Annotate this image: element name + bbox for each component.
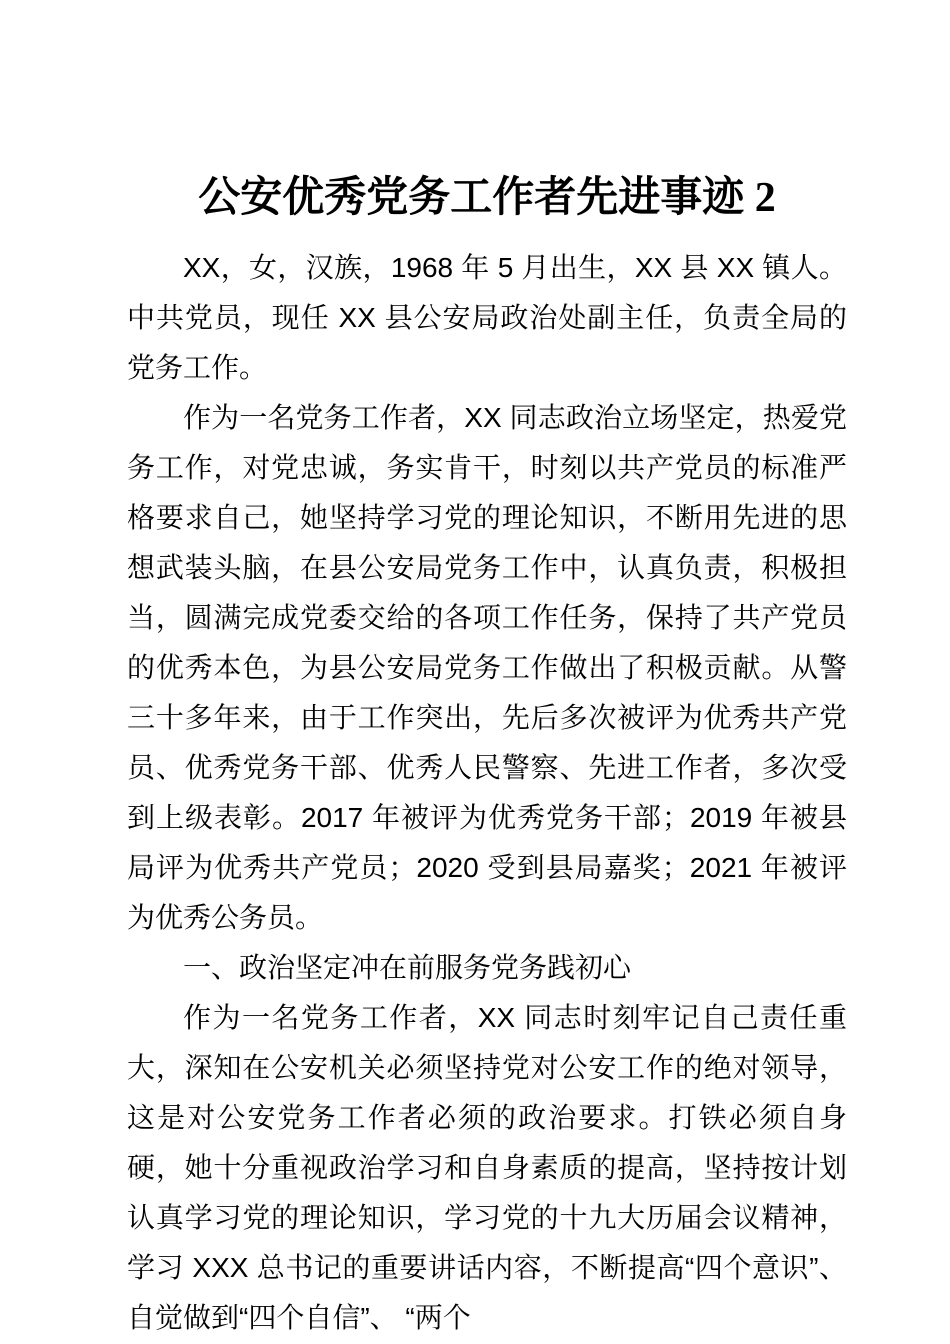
document-title: 公安优秀党务工作者先进事迹 2 — [198, 175, 776, 221]
paragraph-intro: XX，女，汉族，1968 年 5 月出生，XX 县 XX 镇人。中共党员，现任 XX 县公安局政治处副主任，负责全局的党务工作。 — [127, 252, 847, 383]
paragraph-overview: 作为一名党务工作者，XX 同志政治立场坚定，热爱党务工作，对党忠诚，务实肯干，时刻以共产党员的标准严格要求自己，她坚持学习党的理论知识，不断用先进的思想武装头脑，在县公安局党务工作中，认真负责，积极担当，圆满完成党委交给的各项工作任务，保持了共产党员的优秀本色，为县公安局党务工作做出了积极贡献。从警三十多年来，由于工作突出，先后多次被评为优秀共产党员、优秀党务干部、优秀人民警察、先进工作者，多次受到上级表彰。2017 年被评为优秀党务干部；2019 年被县局评为优秀共产党员；2020 受到县局嘉奖；2021 年被评为优秀公务员。 — [127, 402, 847, 933]
paragraph-section-1-body: 作为一名党务工作者，XX 同志时刻牢记自己责任重大，深知在公安机关必须坚持党对公安工作的绝对领导，这是对公安党务工作者必须的政治要求。打铁必须自身硬，她十分重视政治学习和自身素质的提高，坚持按计划认真学习党的理论知识，学习党的十九大历届会议精神，学习 XXX 总书记的重要讲话内容，不断提高“四个意识”、自觉做到“四个自信”、 “两个 — [127, 1002, 847, 1333]
section-heading-1: 一、政治坚定冲在前服务党务践初心 — [183, 952, 632, 983]
